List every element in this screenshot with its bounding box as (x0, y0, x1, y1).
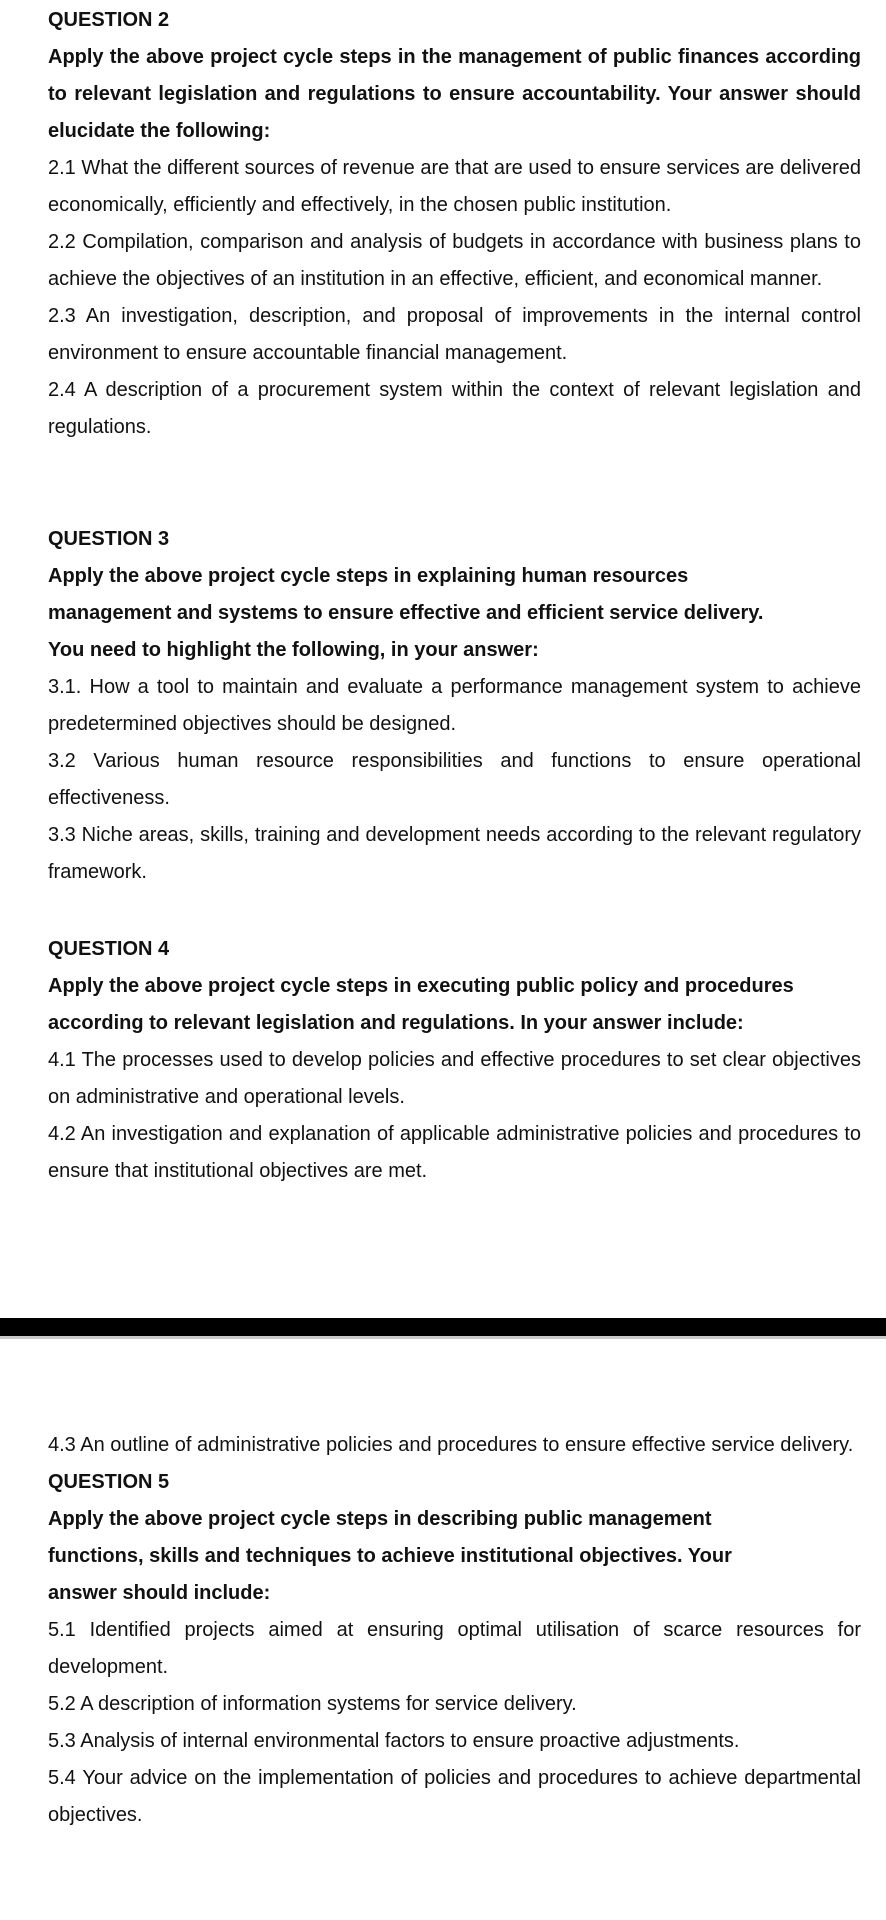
question-5-instruction-line-3: answer should include: (48, 1582, 271, 1604)
question-2-item-3: 2.3 An investigation, description, and proposal of improvements in the internal control environment to ensure accountable financial management. (48, 305, 861, 364)
question-3-item-3: 3.3 Niche areas, skills, training and development needs according to the relevant regulatory framework. (48, 824, 861, 883)
page-break-shadow (0, 1336, 886, 1339)
question-2-section (48, 2, 861, 446)
question-3-item-1: 3.1. How a tool to maintain and evaluate a performance management system to achieve predetermined objectives should be designed. (48, 676, 861, 735)
question-4-instruction-line-2: according to relevant legislation and regulations. In your answer include: (48, 1012, 744, 1034)
question-2-heading: QUESTION 2 (48, 9, 170, 31)
question-4-section (48, 931, 861, 1190)
question-5-section (48, 1427, 861, 1834)
question-5-instruction-line-1: Apply the above project cycle steps in describing public management (48, 1508, 712, 1530)
question-3-item-2: 3.2 Various human resource responsibilities and functions to ensure operational effectiveness. (48, 750, 861, 809)
question-4-heading: QUESTION 4 (48, 938, 170, 960)
question-3-instruction-line-3: You need to highlight the following, in your answer: (48, 639, 539, 661)
question-3-section (48, 521, 861, 891)
question-2-item-1: 2.1 What the different sources of revenue are that are used to ensure services are delivered economically, efficiently and effectively, in the chosen public institution. (48, 157, 861, 216)
question-5-item-1: 5.1 Identified projects aimed at ensuring optimal utilisation of scarce resources for development. (48, 1619, 861, 1678)
question-3-instruction-line-1: Apply the above project cycle steps in explaining human resources (48, 565, 689, 587)
question-4-item-3: 4.3 An outline of administrative policies and procedures to ensure effective service delivery. (48, 1434, 854, 1456)
question-2-item-4: 2.4 A description of a procurement system within the context of relevant legislation and regulations. (48, 379, 861, 438)
question-5-heading: QUESTION 5 (48, 1471, 170, 1493)
page-break-bar (0, 1318, 886, 1336)
question-4-item-2: 4.2 An investigation and explanation of applicable administrative policies and procedures to ensure that institutional objectives are met. (48, 1123, 861, 1182)
question-5-instruction-line-2: functions, skills and techniques to achieve institutional objectives. Your (48, 1545, 732, 1567)
question-5-item-4: 5.4 Your advice on the implementation of policies and procedures to achieve departmental objectives. (48, 1767, 861, 1826)
question-4-item-1: 4.1 The processes used to develop policies and effective procedures to set clear objectives on administrative and operational levels. (48, 1049, 861, 1108)
question-2-instruction: Apply the above project cycle steps in the management of public finances according to relevant legislation and regulations to ensure accountability. Your answer should elucidate the following: (48, 46, 861, 142)
question-5-item-3: 5.3 Analysis of internal environmental factors to ensure proactive adjustments. (48, 1730, 740, 1752)
question-4-instruction-line-1: Apply the above project cycle steps in executing public policy and procedures (48, 975, 794, 997)
question-3-heading: QUESTION 3 (48, 528, 170, 550)
question-2-item-2: 2.2 Compilation, comparison and analysis of budgets in accordance with business plans to achieve the objectives of an institution in an effective, efficient, and economical manner. (48, 231, 861, 290)
question-5-item-2: 5.2 A description of information systems for service delivery. (48, 1693, 577, 1715)
question-3-instruction-line-2: management and systems to ensure effective and efficient service delivery. (48, 602, 764, 624)
